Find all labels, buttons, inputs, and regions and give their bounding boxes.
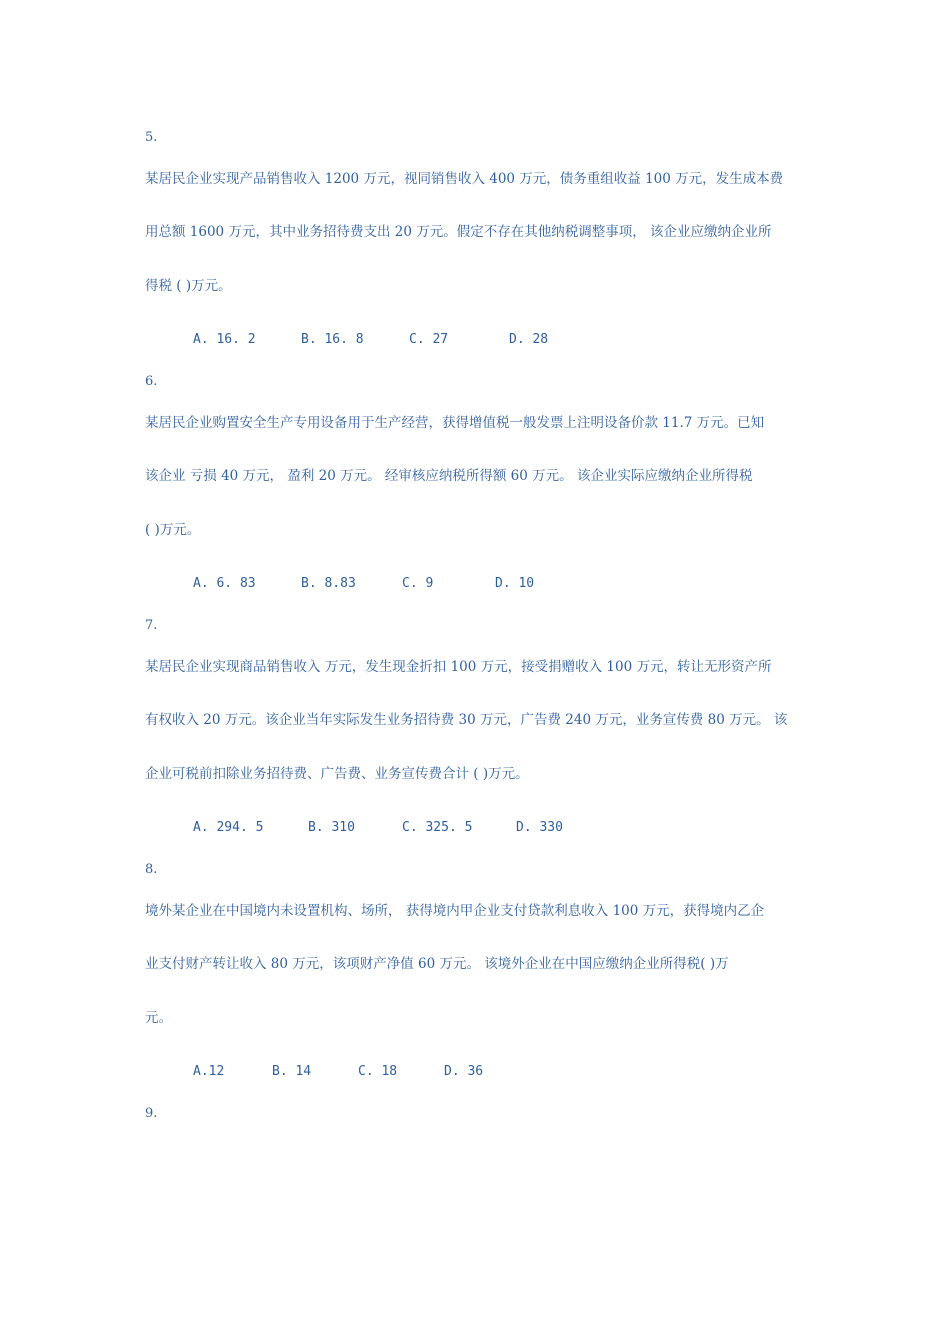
question-8-line-1: 境外某企业在中国境内未设置机构、场所， 获得境内甲企业支付贷款利息收入 100 万元，获得境内乙企	[145, 903, 765, 919]
question-7-line-1: 某居民企业实现商品销售收入 万元，发生现金折扣 100 万元，接受捐赠收入 100 万元，转让无形资产所	[145, 659, 772, 675]
question-8-number: 8.	[145, 862, 158, 877]
question-6-line-3: ( )万元。	[145, 522, 201, 538]
question-6-line-1: 某居民企业购置安全生产专用设备用于生产经营，获得增值税一般发票上注明设备价款 11.7 万元。已知	[145, 415, 765, 431]
question-7-option-c: C. 325. 5	[402, 820, 473, 835]
question-9-number: 9.	[145, 1106, 158, 1121]
question-8-line-2: 业支付财产转让收入 80 万元，该项财产净值 60 万元。 该境外企业在中国应缴纳企业所得税( )万	[145, 956, 729, 972]
question-6-option-a: A. 6. 83	[193, 576, 256, 591]
question-5-option-a: A. 16. 2	[193, 332, 256, 347]
question-8-option-c: C. 18	[358, 1064, 398, 1079]
question-8-option-d: D. 36	[444, 1064, 484, 1079]
question-5-option-c: C. 27	[409, 332, 449, 347]
question-6-option-c: C. 9	[402, 576, 434, 591]
question-5-option-b: B. 16. 8	[301, 332, 364, 347]
question-7-line-3: 企业可税前扣除业务招待费、广告费、业务宣传费合计 ( )万元。	[145, 766, 529, 782]
question-8-line-3: 元。	[145, 1010, 172, 1026]
question-5-line-3: 得税 ( )万元。	[145, 278, 232, 294]
question-6-option-d: D. 10	[495, 576, 535, 591]
question-6-line-2: 该企业 亏损 40 万元， 盈利 20 万元。 经审核应纳税所得额 60 万元。 该企业实际应缴纳企业所得税	[145, 468, 753, 484]
question-6-number: 6.	[145, 374, 158, 389]
question-7-option-a: A. 294. 5	[193, 820, 264, 835]
question-7-option-d: D. 330	[516, 820, 563, 835]
question-7-option-b: B. 310	[308, 820, 355, 835]
question-8-option-b: B. 14	[272, 1064, 312, 1079]
question-6-option-b: B. 8.83	[301, 576, 356, 591]
question-5-line-1: 某居民企业实现产品销售收入 1200 万元，视同销售收入 400 万元，债务重组收益 100 万元，发生成本费	[145, 171, 784, 187]
question-5-option-d: D. 28	[509, 332, 549, 347]
question-8-option-a: A.12	[193, 1064, 225, 1079]
question-7-number: 7.	[145, 618, 158, 633]
question-7-line-2: 有权收入 20 万元。该企业当年实际发生业务招待费 30 万元，广告费 240 万元，业务宣传费 80 万元。 该	[145, 712, 788, 728]
question-5-line-2: 用总额 1600 万元，其中业务招待费支出 20 万元。假定不存在其他纳税调整事项， 该企业应缴纳企业所	[145, 224, 772, 240]
question-5-number: 5.	[145, 130, 158, 145]
